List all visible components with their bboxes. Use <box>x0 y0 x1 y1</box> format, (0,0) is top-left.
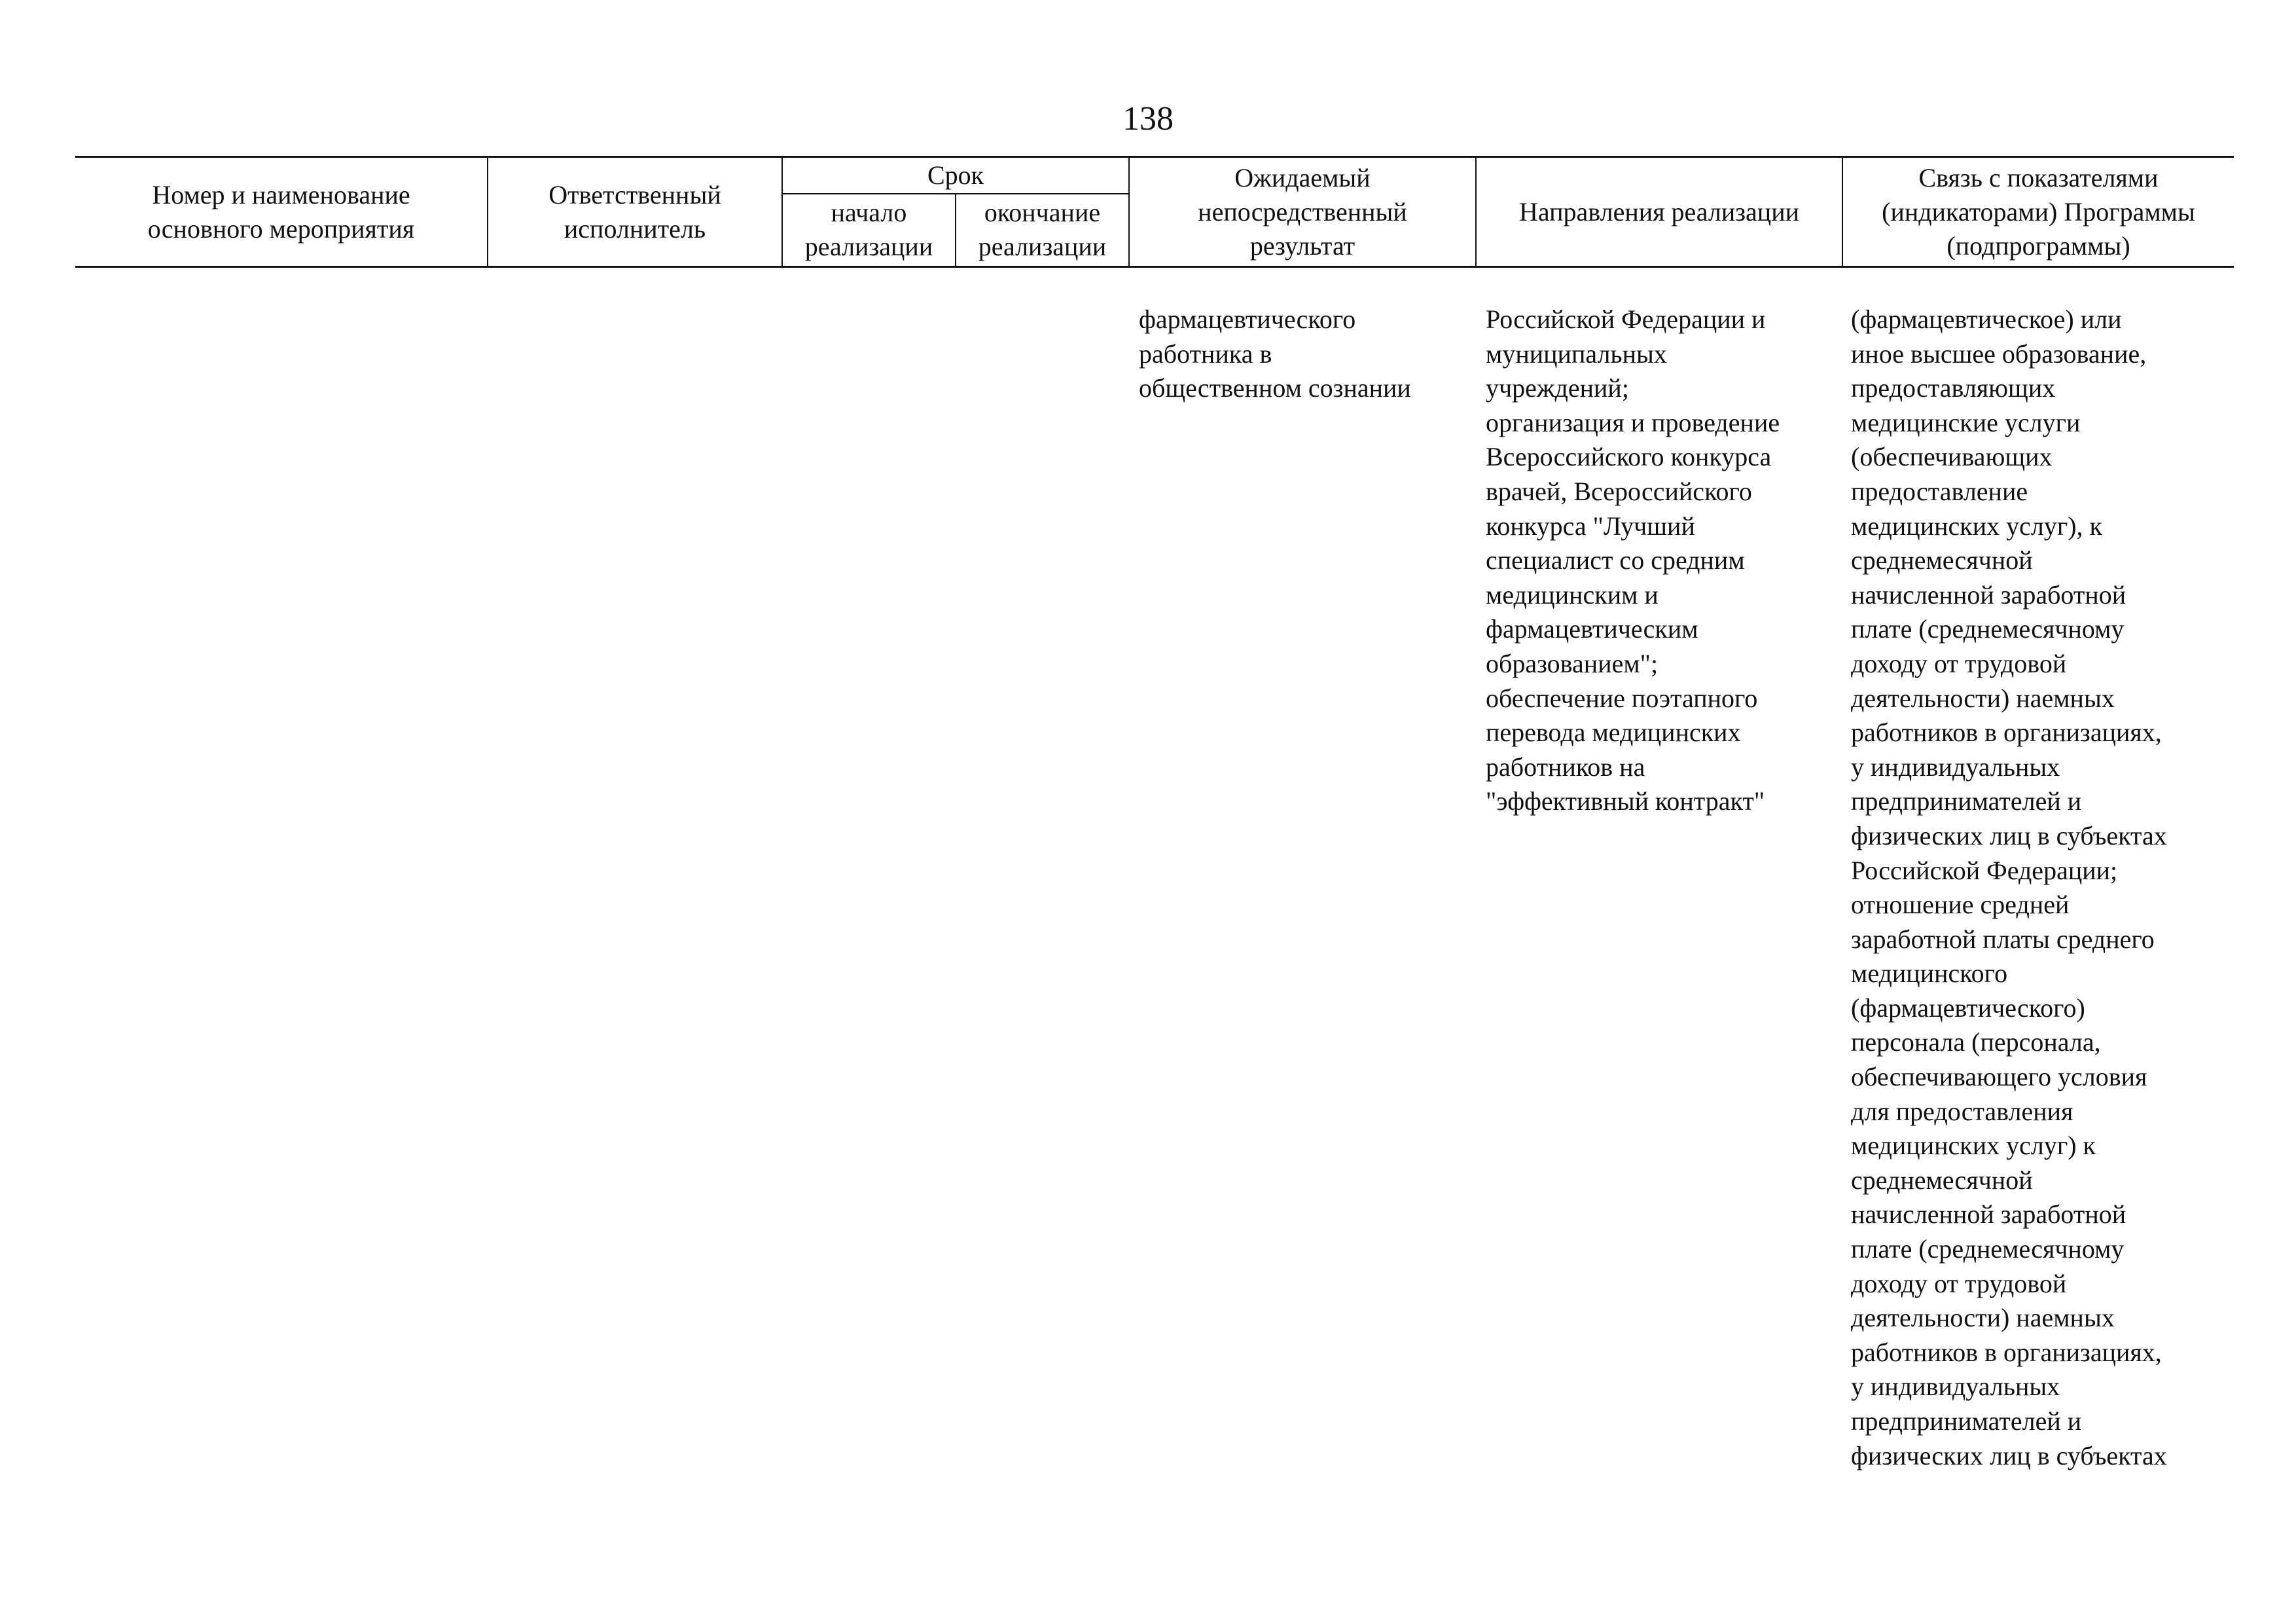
header-responsible: Ответственный исполнитель <box>488 157 782 267</box>
header-directions: Направления реализации <box>1476 157 1842 267</box>
header-term-start: начало реализации <box>782 194 956 267</box>
header-event-name: Номер и наименование основного мероприятия <box>75 157 488 267</box>
header-indicators-link: Связь с показателями (индикаторами) Программы (подпрограммы) <box>1842 157 2234 267</box>
page-number: 138 <box>1122 100 1174 137</box>
table-header <box>75 156 2234 268</box>
directions-text: Российской Федерации и муниципальных учреждений; организация и проведение Всероссийского конкурса врачей, Всероссийского конкурса "Лучший специалист со средним медицинским и фармацевтическим образованием"; обеспечение поэтапного перевода медицинских работников на "эффективный контракт" <box>1486 304 1780 816</box>
header-term: Срок <box>782 157 1129 194</box>
header-term-end: окончание реализации <box>956 194 1129 267</box>
header-expected-result: Ожидаемый непосредственный результат <box>1129 157 1476 267</box>
indicators-link-text: (фармацевтическое) или иное высшее образование, предоставляющих медицинские услуги (обеспечивающих предоставление медицинских услуг), к среднемесячной начисленной заработной плате (среднемесячному доходу от трудовой деятельности) наемных работников в организациях, у индивидуальных предпринимателей и физических лиц в субъектах Российской Федерации; отношение средней заработной платы среднего медицинского (фармацевтического) персонала (персонала, обеспечивающего условия для предоставления медицинских услуг) к среднемесячной начисленной заработной плате (среднемесячному доходу от трудовой деятельности) наемных работников в организациях, у индивидуальных предпринимателей и физических лиц в субъектах <box>1851 304 2167 1470</box>
expected-result-text: фармацевтического работника в общественном сознании <box>1139 304 1411 403</box>
